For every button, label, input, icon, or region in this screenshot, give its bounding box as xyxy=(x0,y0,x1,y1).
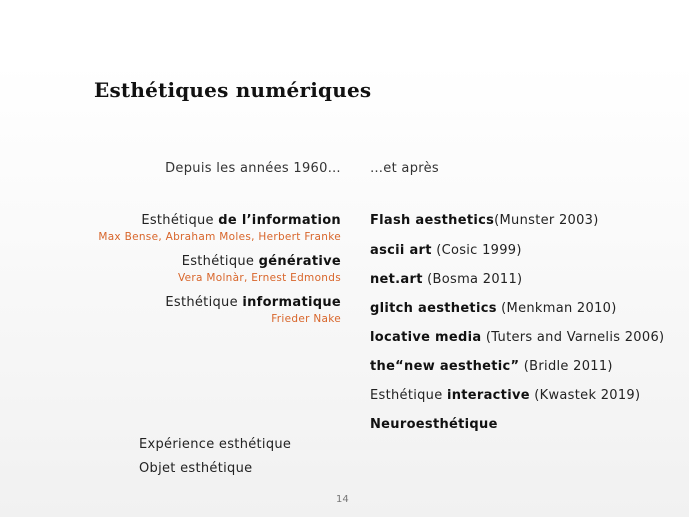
page-number: 14 xyxy=(336,494,349,505)
right-item-keyword: the“new aesthetic” xyxy=(370,359,520,374)
right-item-keyword: interactive xyxy=(446,388,530,403)
right-item-keyword: Neuroesthétique xyxy=(370,417,498,432)
left-item-keyword: générative xyxy=(258,254,341,269)
right-item xyxy=(370,417,498,432)
left-item-names: Vera Molnàr, Ernest Edmonds xyxy=(177,272,341,284)
right-item-reference: (Munster 2003) xyxy=(494,213,599,228)
right-item-reference: (Tuters and Varnelis 2006) xyxy=(481,330,665,345)
bottom-line-objet: Objet esthétique xyxy=(139,461,253,476)
right-item xyxy=(370,359,613,374)
right-item-reference: (Kwastek 2019) xyxy=(529,388,641,403)
left-item-prefix: Esthétique xyxy=(141,213,219,228)
right-item-keyword: net.art xyxy=(370,272,423,287)
right-item xyxy=(370,301,617,316)
left-item-prefix: Esthétique xyxy=(181,254,259,269)
right-item-keyword: glitch aesthetics xyxy=(370,301,497,316)
right-item: Esthétique interactive (Kwastek 2019) xyxy=(370,388,641,403)
right-heading: …et après xyxy=(370,161,439,176)
right-item xyxy=(370,330,664,345)
left-heading: Depuis les années 1960… xyxy=(165,161,341,176)
right-item xyxy=(370,243,522,258)
slide-title: Esthétiques numériques xyxy=(94,78,372,102)
right-item-keyword: locative media xyxy=(370,330,482,345)
right-item-keyword: ascii art xyxy=(370,243,432,258)
right-item-reference: (Bridle 2011) xyxy=(519,359,613,374)
left-item-generative xyxy=(178,254,341,284)
left-item-names: Max Bense, Abraham Moles, Herbert Franke xyxy=(98,231,341,243)
left-item-information xyxy=(98,213,341,243)
left-item-keyword: de l’information xyxy=(218,213,341,228)
left-item-prefix: Esthétique xyxy=(165,295,243,310)
right-item xyxy=(370,213,599,228)
left-item-keyword: informatique xyxy=(242,295,341,310)
right-item-reference: (Menkman 2010) xyxy=(496,301,617,316)
right-item-reference: (Bosma 2011) xyxy=(422,272,523,287)
right-item xyxy=(370,272,522,287)
bottom-line-experience: Expérience esthétique xyxy=(139,437,292,452)
right-item-reference: (Cosic 1999) xyxy=(431,243,522,258)
right-item-keyword: Flash aesthetics xyxy=(370,213,495,228)
left-item-informatique xyxy=(165,295,341,325)
left-item-names: Frieder Nake xyxy=(271,313,341,325)
